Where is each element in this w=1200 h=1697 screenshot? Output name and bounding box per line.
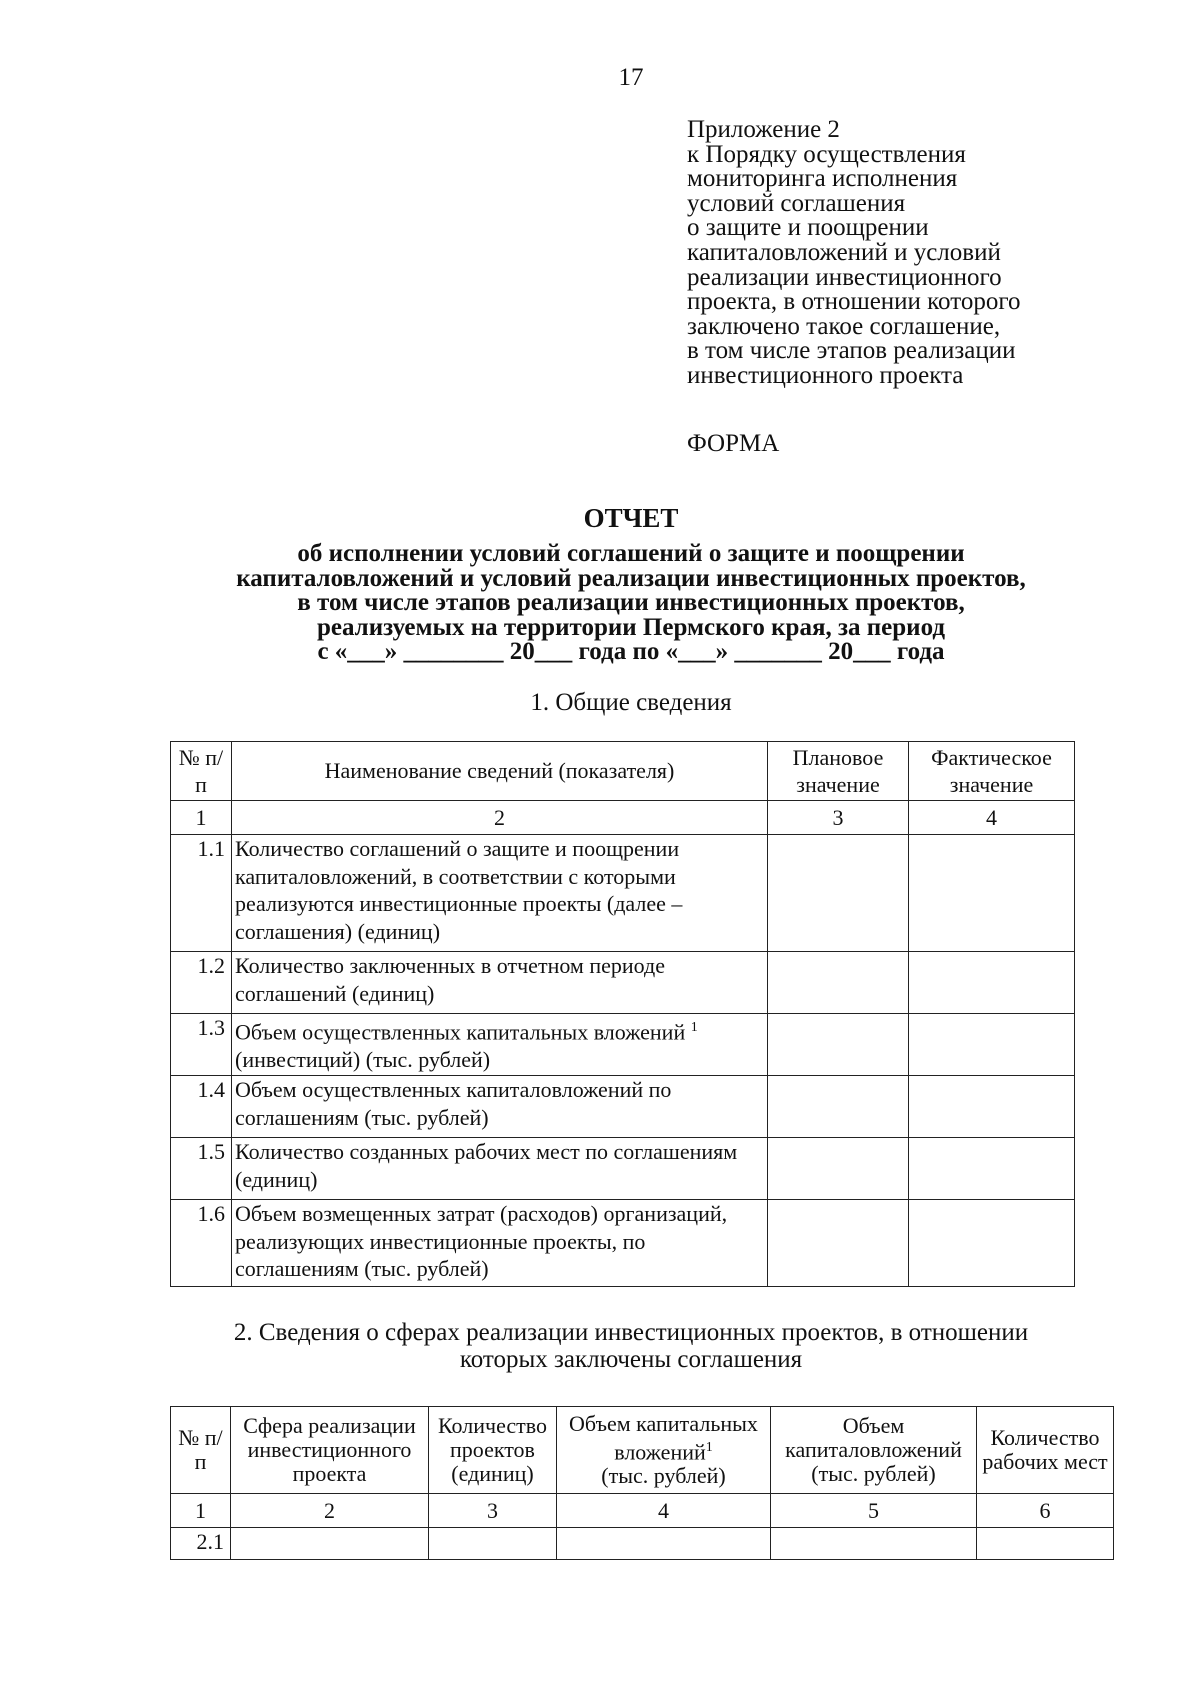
report-title: ОТЧЕТ: [583, 503, 679, 533]
column-header: Количество рабочих мест: [977, 1407, 1114, 1494]
column-header: Объем капиталовложений (тыс. рублей): [771, 1407, 977, 1494]
column-number: 4: [909, 801, 1075, 835]
section2-heading-line: 2. Сведения о сферах реализации инвестиционных проектов, в отношении: [233, 1319, 1029, 1346]
row-name-text: (инвестиций) (тыс. рублей): [235, 1046, 491, 1072]
plan-value-cell[interactable]: [768, 1076, 909, 1138]
plan-value-cell[interactable]: [768, 1014, 909, 1076]
sector-cell[interactable]: [231, 1528, 429, 1560]
capital-investments-cell[interactable]: [557, 1528, 771, 1560]
subtitle-line: капиталовложений и условий реализации инвестиционных проектов,: [236, 564, 1026, 592]
fact-value-cell[interactable]: [909, 1200, 1075, 1287]
column-number: 2: [231, 1494, 429, 1528]
investment-volume-cell[interactable]: [771, 1528, 977, 1560]
column-number: 3: [429, 1494, 557, 1528]
column-number-row: [171, 1494, 1114, 1528]
fact-value-cell[interactable]: [909, 835, 1075, 952]
appendix-line: о защите и поощрении: [687, 214, 929, 242]
column-header: Плановое значение: [768, 742, 909, 801]
column-header: Сфера реализации инвестиционного проекта: [231, 1407, 429, 1494]
page-number: 17: [618, 64, 644, 91]
table-row: [171, 835, 1075, 952]
column-number: 1: [171, 801, 232, 835]
subtitle-line: в том числе этапов реализации инвестиционных проектов,: [297, 589, 965, 616]
row-number: 1.4: [171, 1076, 232, 1138]
column-number: 2: [232, 801, 768, 835]
column-number-row: [171, 801, 1075, 835]
appendix-line: заключено такое соглашение,: [687, 312, 1001, 340]
section2-heading: [0, 1319, 1200, 1373]
appendix-block: [687, 118, 1020, 389]
row-name: [232, 1014, 768, 1076]
table-row: [171, 1528, 1114, 1560]
row-name: Объем осуществленных капиталовложений по соглашениям (тыс. рублей): [232, 1076, 768, 1138]
section1-heading: 1. Общие сведения: [530, 689, 732, 716]
fact-value-cell[interactable]: [909, 1014, 1075, 1076]
column-number: 5: [771, 1494, 977, 1528]
appendix-line: проекта, в отношении которого: [687, 288, 1021, 316]
general-info-table: [170, 741, 1075, 1287]
row-number: 1.1: [171, 835, 232, 952]
table-header-row: [171, 1407, 1114, 1494]
appendix-line: к Порядку осуществления: [687, 140, 966, 168]
appendix-line: реализации инвестиционного: [687, 263, 1002, 291]
row-number: 1.3: [171, 1014, 232, 1076]
column-header: № п/п: [171, 1407, 231, 1494]
workplaces-cell[interactable]: [977, 1528, 1114, 1560]
plan-value-cell[interactable]: [768, 1200, 909, 1287]
column-number: 6: [977, 1494, 1114, 1528]
subtitle-line: с «___» ________ 20___ года по «___» _______ 20___ года: [317, 638, 945, 665]
row-name: Количество заключенных в отчетном периоде соглашений (единиц): [232, 952, 768, 1014]
appendix-line: инвестиционного проекта: [687, 361, 964, 389]
footnote-mark: 1: [705, 1439, 713, 1455]
fact-value-cell[interactable]: [909, 952, 1075, 1014]
appendix-line: в том числе этапов реализации: [687, 337, 1016, 365]
table-row: [171, 1138, 1075, 1200]
sectors-table: [170, 1406, 1114, 1560]
appendix-line: капиталовложений и условий: [687, 238, 1001, 266]
fact-value-cell[interactable]: [909, 1076, 1075, 1138]
plan-value-cell[interactable]: [768, 835, 909, 952]
plan-value-cell[interactable]: [768, 1138, 909, 1200]
column-header: Наименование сведений (показателя): [232, 742, 768, 801]
projects-count-cell[interactable]: [429, 1528, 557, 1560]
column-number: 4: [557, 1494, 771, 1528]
row-name: Количество соглашений о защите и поощрении капиталовложений, в соответствии с которыми реализуются инвестиционные проекты (далее – соглашения) (единиц): [232, 835, 768, 952]
column-header-text: Объем капитальных вложений: [569, 1410, 758, 1465]
row-number: 1.2: [171, 952, 232, 1014]
table-row: [171, 1014, 1075, 1076]
row-name: Количество созданных рабочих мест по соглашениям (единиц): [232, 1138, 768, 1200]
row-number: 1.5: [171, 1138, 232, 1200]
column-number: 3: [768, 801, 909, 835]
subtitle-line: об исполнении условий соглашений о защите и поощрении: [297, 540, 965, 567]
footnote-mark: 1: [690, 1020, 698, 1035]
row-name-text: Объем осуществленных капитальных вложений: [235, 1019, 686, 1045]
fact-value-cell[interactable]: [909, 1138, 1075, 1200]
plan-value-cell[interactable]: [768, 952, 909, 1014]
report-subtitle: [0, 542, 1200, 665]
column-header: Фактическое значение: [909, 742, 1075, 801]
appendix-line: мониторинга исполнения: [687, 165, 958, 193]
row-number: 1.6: [171, 1200, 232, 1287]
column-number: 1: [171, 1494, 231, 1528]
appendix-line: условий соглашения: [687, 189, 906, 217]
section2-heading-line: которых заключены соглашения: [459, 1346, 803, 1373]
table-row: [171, 1076, 1075, 1138]
row-number: 2.1: [171, 1528, 231, 1560]
row-name: Объем возмещенных затрат (расходов) организаций, реализующих инвестиционные проекты, по соглашениям (тыс. рублей): [232, 1200, 768, 1287]
table-header-row: [171, 742, 1075, 801]
table-row: [171, 952, 1075, 1014]
column-header: [557, 1407, 771, 1494]
appendix-line: Приложение 2: [687, 116, 840, 143]
table-row: [171, 1200, 1075, 1287]
column-header-unit: (тыс. рублей): [601, 1463, 726, 1489]
column-header: Количество проектов (единиц): [429, 1407, 557, 1494]
forma-label: ФОРМА: [687, 430, 780, 457]
subtitle-line: реализуемых на территории Пермского края, за период: [316, 613, 946, 641]
column-header: № п/п: [171, 742, 232, 801]
